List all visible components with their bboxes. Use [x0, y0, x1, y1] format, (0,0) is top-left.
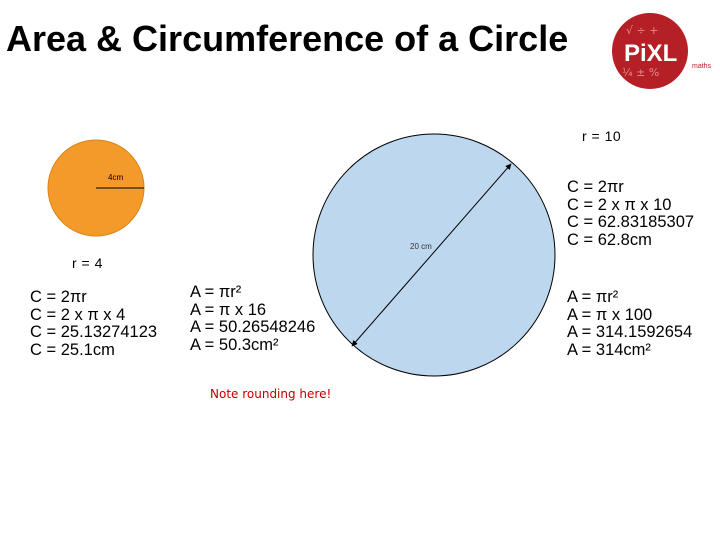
working-line: A = 50.3cm²	[190, 335, 279, 354]
svg-text:¼ ± %: ¼ ± %	[622, 66, 660, 79]
small-r-label: r = 4	[72, 255, 103, 271]
working-line: A = 50.26548246	[190, 318, 316, 336]
working-line: C = 2πr	[30, 288, 87, 306]
working-line: C = 62.8cm	[567, 230, 652, 249]
page-title: Area & Circumference of a Circle	[6, 18, 569, 59]
large-r-label: r = 10	[582, 128, 622, 144]
working-line: A = πr²	[190, 283, 242, 301]
large-circle	[313, 134, 555, 376]
large-diameter-label: 20 cm	[410, 242, 432, 251]
working-line: C = 2 x π x 10	[567, 195, 672, 214]
rounding-note: Note rounding here!	[210, 387, 332, 401]
working-line: C = 62.83185307	[567, 213, 695, 231]
working-line: C = 2πr	[567, 178, 624, 196]
small-area-working	[190, 284, 315, 354]
working-line: A = πr²	[567, 288, 619, 306]
svg-text:√ ÷ +: √ ÷ +	[626, 24, 659, 37]
working-line: A = 314cm²	[567, 340, 651, 359]
working-line: A = π x 16	[190, 300, 267, 319]
small-circumference-working	[30, 289, 157, 359]
working-line: C = 25.13274123	[30, 323, 158, 341]
large-area-working	[567, 289, 692, 359]
small-radius-label: 4cm	[108, 173, 124, 182]
svg-text:maths: maths	[692, 63, 712, 70]
svg-text:PiXL: PiXL	[624, 40, 678, 67]
working-line: A = 314.1592654	[567, 323, 693, 341]
working-line: C = 25.1cm	[30, 340, 115, 359]
working-line: A = π x 100	[567, 305, 653, 324]
large-circumference-working	[567, 179, 694, 249]
working-line: C = 2 x π x 4	[30, 305, 126, 324]
